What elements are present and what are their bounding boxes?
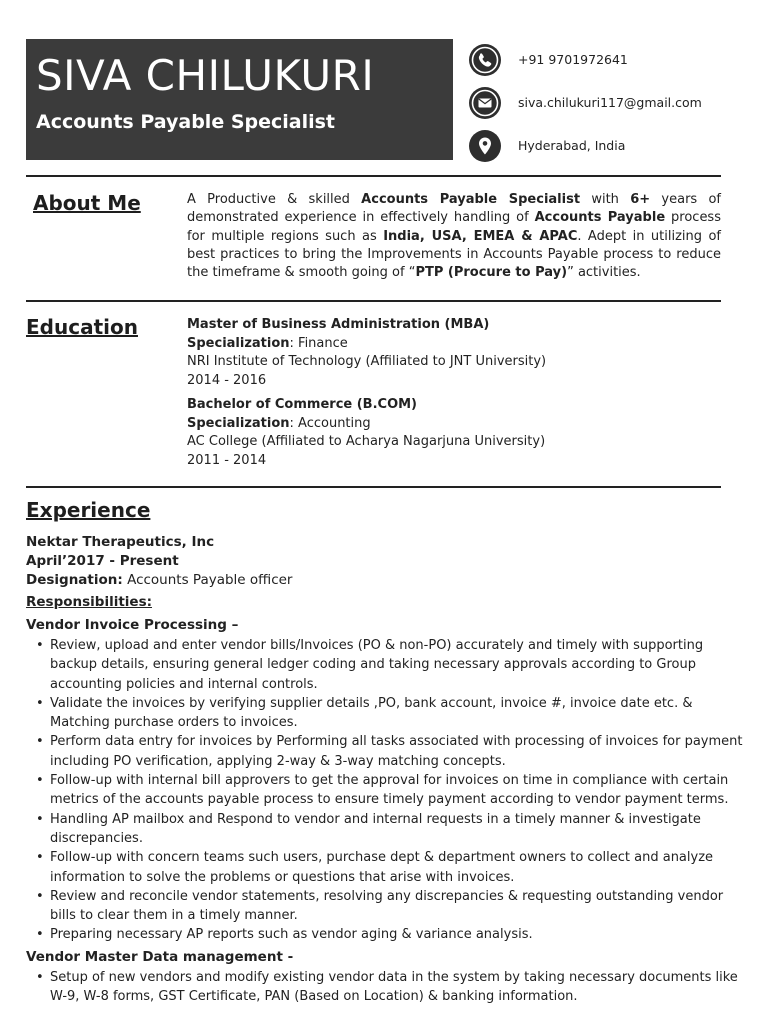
map-pin-icon: [469, 130, 501, 162]
about-highlight: PTP (Procure to Pay): [415, 265, 568, 281]
contact-email: [469, 87, 729, 119]
list-item: • Preparing necessary AP reports such as vendor aging & variance analysis.: [34, 925, 744, 944]
designation: [26, 571, 292, 590]
vendor-master-data-list: [34, 968, 744, 1007]
about-highlight: Accounts Payable: [534, 210, 666, 226]
phone-number: +91 9701972641: [518, 52, 628, 67]
responsibilities-label: Responsibilities:: [26, 594, 153, 610]
about-highlight: 6+: [630, 192, 651, 207]
study-years: 2014 - 2016: [187, 372, 267, 388]
contact-location: [469, 130, 729, 162]
specialization-value: : Accounting: [289, 415, 371, 431]
divider-line: [26, 486, 721, 488]
specialization-label: Specialization: [187, 335, 290, 351]
envelope-icon: [469, 87, 501, 119]
location-text: Hyderabad, India: [518, 138, 626, 153]
employment-period: April’2017 - Present: [26, 553, 179, 569]
specialization: [187, 415, 545, 434]
divider-line: [26, 300, 721, 302]
designation-value: Accounts Payable officer: [122, 572, 293, 588]
email-address: siva.chilukuri117@gmail.com: [518, 95, 702, 110]
company-name: Nektar Therapeutics, Inc: [26, 534, 215, 550]
about-text: years of demonstrated experience in effectively handling of: [187, 192, 721, 226]
specialization-label: Specialization: [187, 415, 290, 431]
about-text: . Adept in utilizing of best practices to bring the Improvements in Accounts Payable process to reduce the timeframe & smooth going of “: [187, 228, 722, 281]
degree-title: Bachelor of Commerce (B.COM): [187, 397, 417, 412]
study-years: 2011 - 2014: [187, 452, 267, 468]
specialization: [187, 335, 546, 354]
group-title-invoice-processing: Vendor Invoice Processing –: [26, 617, 239, 633]
job-title: Accounts Payable Specialist: [36, 111, 335, 133]
invoice-processing-list: [34, 636, 744, 945]
institute-name: NRI Institute of Technology (Affiliated to JNT University): [187, 354, 547, 369]
education-entry: [187, 316, 546, 390]
about-highlight: Accounts Payable Specialist: [361, 192, 581, 207]
about-text: ” activities.: [567, 265, 641, 281]
list-item: • Setup of new vendors and modify existing vendor data in the system by taking necessary documents like W-9, W-8 forms, GST Certificate, PAN (Based on Location) & banking information.: [34, 968, 744, 1007]
list-item: • Handling AP mailbox and Respond to vendor and internal requests in a timely manner & investigate discrepancies.: [34, 810, 744, 849]
specialization-value: : Finance: [289, 335, 348, 351]
phone-icon: [469, 44, 501, 76]
section-title-experience: Experience: [26, 498, 151, 522]
list-item: • Review, upload and enter vendor bills/Invoices (PO & non-PO) accurately and timely with supporting backup details, ensuring general ledger coding and taking necessary approvals according to Group accounting policies and internal controls.: [34, 636, 744, 694]
list-item: • Follow-up with internal bill approvers to get the approval for invoices on time in compliance with certain metrics of the accounts payable process to ensure timely payment according to vendor payment terms.: [34, 771, 744, 810]
education-entry: [187, 396, 545, 470]
degree-title: Master of Business Administration (MBA): [187, 317, 490, 332]
contact-phone: [469, 44, 729, 76]
about-text: A Productive & skilled: [187, 192, 362, 207]
group-title-vendor-master-data: Vendor Master Data management -: [26, 949, 294, 965]
designation-label: Designation:: [26, 572, 123, 588]
divider-line: [26, 175, 721, 177]
list-item: • Follow-up with concern teams such users, purchase dept & department owners to collect and analyze information to solve the problems or questions that arise with invoices.: [34, 848, 744, 887]
section-title-education: Education: [26, 315, 138, 339]
institute-name: AC College (Affiliated to Acharya Nagarjuna University): [187, 434, 546, 449]
about-text: process for multiple regions such as: [187, 210, 721, 244]
about-text: with: [580, 192, 631, 207]
header-banner: [26, 39, 453, 160]
list-item: • Review and reconcile vendor statements, resolving any discrepancies & requesting outstanding vendor bills to clear them in a timely manner.: [34, 887, 744, 926]
list-item: • Validate the invoices by verifying supplier details ,PO, bank account, invoice #, invoice date etc. & Matching purchase orders to invoices.: [34, 694, 744, 733]
candidate-name: SIVA CHILUKURI: [36, 51, 375, 100]
about-paragraph: [187, 191, 721, 282]
about-highlight: India, USA, EMEA & APAC: [383, 228, 578, 244]
list-item: • Perform data entry for invoices by Performing all tasks associated with processing of invoices for payment including PO verification, applying 2-way & 3-way matching concepts.: [34, 732, 744, 771]
section-title-about: About Me: [33, 191, 141, 215]
